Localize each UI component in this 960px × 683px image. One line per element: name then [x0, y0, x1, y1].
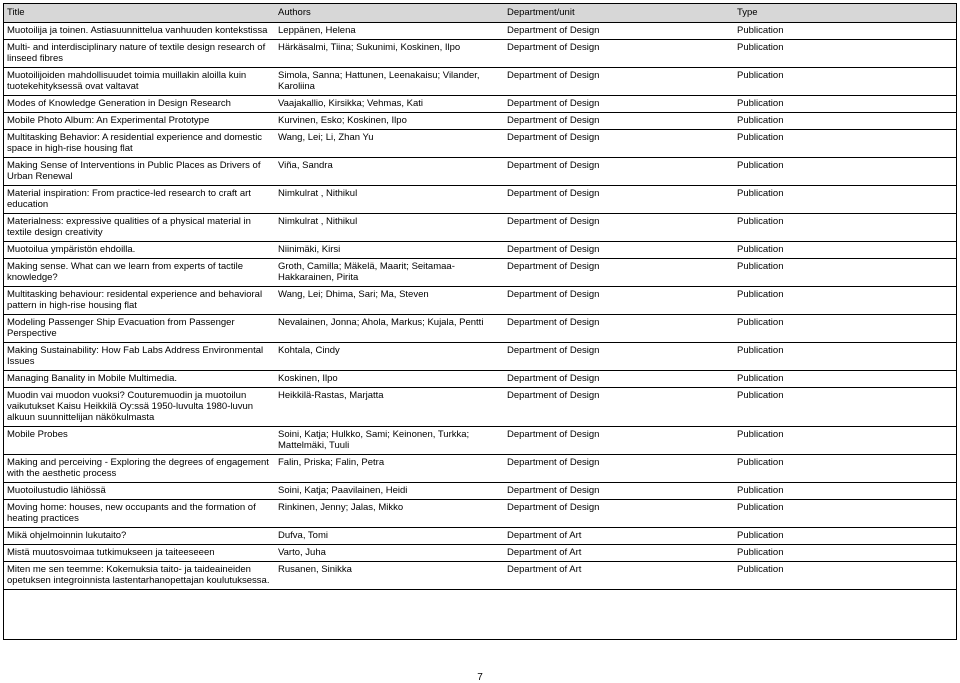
cell-type: Publication — [734, 500, 956, 528]
table-row — [4, 545, 956, 562]
table-row — [4, 528, 956, 545]
table-row — [4, 315, 956, 343]
results-table-frame — [3, 3, 957, 640]
cell-department: Department of Design — [504, 23, 734, 40]
cell-type: Publication — [734, 186, 956, 214]
cell-department: Department of Design — [504, 455, 734, 483]
cell-authors: Dufva, Tomi — [275, 528, 504, 545]
header-authors: Authors — [275, 4, 504, 23]
cell-title: Making and perceiving - Exploring the degrees of engagement with the aesthetic process — [4, 455, 275, 483]
cell-authors: Heikkilä-Rastas, Marjatta — [275, 388, 504, 427]
header-title: Title — [4, 4, 275, 23]
cell-title: Multitasking behaviour: residental experience and behavioral pattern in high-rise housing flat — [4, 287, 275, 315]
cell-authors: Varto, Juha — [275, 545, 504, 562]
cell-type: Publication — [734, 242, 956, 259]
table-row — [4, 242, 956, 259]
cell-authors: Groth, Camilla; Mäkelä, Maarit; Seitamaa-Hakkarainen, Pirita — [275, 259, 504, 287]
cell-title: Mobile Probes — [4, 427, 275, 455]
table-row — [4, 214, 956, 242]
table-row — [4, 113, 956, 130]
cell-title: Making Sense of Interventions in Public Places as Drivers of Urban Renewal — [4, 158, 275, 186]
cell-type: Publication — [734, 545, 956, 562]
cell-authors: Viña, Sandra — [275, 158, 504, 186]
cell-department: Department of Design — [504, 242, 734, 259]
cell-department: Department of Design — [504, 96, 734, 113]
table-row — [4, 40, 956, 68]
cell-authors: Nimkulrat , Nithikul — [275, 214, 504, 242]
cell-authors: Soini, Katja; Paavilainen, Heidi — [275, 483, 504, 500]
cell-authors: Wang, Lei; Li, Zhan Yu — [275, 130, 504, 158]
table-row — [4, 427, 956, 455]
cell-authors: Simola, Sanna; Hattunen, Leenakaisu; Vilander, Karoliina — [275, 68, 504, 96]
table-row — [4, 343, 956, 371]
cell-title: Muotoilua ympäristön ehdoilla. — [4, 242, 275, 259]
cell-department: Department of Design — [504, 130, 734, 158]
cell-title: Mikä ohjelmoinnin lukutaito? — [4, 528, 275, 545]
table-row — [4, 68, 956, 96]
results-table — [4, 4, 956, 590]
cell-title: Moving home: houses, new occupants and the formation of heating practices — [4, 500, 275, 528]
cell-department: Department of Art — [504, 528, 734, 545]
cell-title: Managing Banality in Mobile Multimedia. — [4, 371, 275, 388]
cell-title: Mobile Photo Album: An Experimental Prototype — [4, 113, 275, 130]
cell-authors: Härkäsalmi, Tiina; Sukunimi, Koskinen, Ilpo — [275, 40, 504, 68]
page-number: 7 — [477, 672, 483, 683]
table-row — [4, 130, 956, 158]
cell-department: Department of Design — [504, 68, 734, 96]
cell-type: Publication — [734, 388, 956, 427]
cell-department: Department of Design — [504, 186, 734, 214]
table-row — [4, 562, 956, 590]
cell-department: Department of Design — [504, 388, 734, 427]
cell-title: Muotoilija ja toinen. Astiasuunnittelua vanhuuden kontekstissa — [4, 23, 275, 40]
cell-type: Publication — [734, 259, 956, 287]
cell-title: Multi- and interdisciplinary nature of textile design research of linseed fibres — [4, 40, 275, 68]
table-row — [4, 96, 956, 113]
cell-title: Multitasking Behavior: A residential experience and domestic space in high-rise housing flat — [4, 130, 275, 158]
cell-title: Material inspiration: From practice-led research to craft art education — [4, 186, 275, 214]
cell-department: Department of Design — [504, 371, 734, 388]
cell-title: Modeling Passenger Ship Evacuation from Passenger Perspective — [4, 315, 275, 343]
cell-type: Publication — [734, 455, 956, 483]
cell-department: Department of Design — [504, 113, 734, 130]
cell-type: Publication — [734, 427, 956, 455]
cell-type: Publication — [734, 315, 956, 343]
cell-title: Muotoilustudio lähiössä — [4, 483, 275, 500]
cell-department: Department of Design — [504, 158, 734, 186]
cell-department: Department of Design — [504, 287, 734, 315]
cell-department: Department of Art — [504, 562, 734, 590]
table-row — [4, 287, 956, 315]
cell-authors: Niinimäki, Kirsi — [275, 242, 504, 259]
cell-department: Department of Design — [504, 500, 734, 528]
cell-type: Publication — [734, 343, 956, 371]
table-row — [4, 259, 956, 287]
cell-type: Publication — [734, 287, 956, 315]
table-row — [4, 388, 956, 427]
cell-authors: Rinkinen, Jenny; Jalas, Mikko — [275, 500, 504, 528]
table-row — [4, 371, 956, 388]
cell-title: Making sense. What can we learn from experts of tactile knowledge? — [4, 259, 275, 287]
cell-title: Muodin vai muodon vuoksi? Couturemuodin ja muotoilun vaikutukset Kaisu Heikkilä Oy:ssä 1950-luvulta 1980-luvun alkuun suunnittelijan näkökulmasta — [4, 388, 275, 427]
table-row — [4, 455, 956, 483]
cell-department: Department of Design — [504, 343, 734, 371]
cell-authors: Soini, Katja; Hulkko, Sami; Keinonen, Turkka; Mattelmäki, Tuuli — [275, 427, 504, 455]
header-type: Type — [734, 4, 956, 23]
table-row — [4, 483, 956, 500]
cell-type: Publication — [734, 371, 956, 388]
cell-title: Making Sustainability: How Fab Labs Address Environmental Issues — [4, 343, 275, 371]
cell-type: Publication — [734, 23, 956, 40]
cell-title: Modes of Knowledge Generation in Design Research — [4, 96, 275, 113]
cell-authors: Kurvinen, Esko; Koskinen, Ilpo — [275, 113, 504, 130]
cell-authors: Kohtala, Cindy — [275, 343, 504, 371]
cell-department: Department of Design — [504, 214, 734, 242]
cell-department: Department of Design — [504, 427, 734, 455]
table-body — [4, 23, 956, 590]
cell-type: Publication — [734, 130, 956, 158]
cell-title: Muotoilijoiden mahdollisuudet toimia muillakin aloilla kuin tuotekehityksessä ovat valtavat — [4, 68, 275, 96]
cell-title: Mistä muutosvoimaa tutkimukseen ja taiteeseeen — [4, 545, 275, 562]
cell-authors: Koskinen, Ilpo — [275, 371, 504, 388]
cell-authors: Wang, Lei; Dhima, Sari; Ma, Steven — [275, 287, 504, 315]
cell-department: Department of Design — [504, 40, 734, 68]
cell-authors: Nevalainen, Jonna; Ahola, Markus; Kujala, Pentti — [275, 315, 504, 343]
table-row — [4, 186, 956, 214]
header-row — [4, 4, 956, 23]
cell-type: Publication — [734, 214, 956, 242]
cell-type: Publication — [734, 113, 956, 130]
cell-type: Publication — [734, 68, 956, 96]
cell-type: Publication — [734, 96, 956, 113]
cell-title: Materialness: expressive qualities of a physical material in textile design creativity — [4, 214, 275, 242]
cell-type: Publication — [734, 40, 956, 68]
cell-authors: Falin, Priska; Falin, Petra — [275, 455, 504, 483]
cell-authors: Leppänen, Helena — [275, 23, 504, 40]
cell-department: Department of Design — [504, 315, 734, 343]
cell-department: Department of Design — [504, 483, 734, 500]
cell-type: Publication — [734, 158, 956, 186]
cell-authors: Vaajakallio, Kirsikka; Vehmas, Kati — [275, 96, 504, 113]
table-row — [4, 158, 956, 186]
cell-type: Publication — [734, 528, 956, 545]
cell-type: Publication — [734, 562, 956, 590]
header-department: Department/unit — [504, 4, 734, 23]
cell-title: Miten me sen teemme: Kokemuksia taito- ja taideaineiden opetuksen integroinnista lastentarhanopettajan koulutuksessa. — [4, 562, 275, 590]
cell-type: Publication — [734, 483, 956, 500]
table-row — [4, 500, 956, 528]
table-row — [4, 23, 956, 40]
cell-authors: Rusanen, Sinikka — [275, 562, 504, 590]
cell-authors: Nimkulrat , Nithikul — [275, 186, 504, 214]
cell-department: Department of Art — [504, 545, 734, 562]
cell-department: Department of Design — [504, 259, 734, 287]
